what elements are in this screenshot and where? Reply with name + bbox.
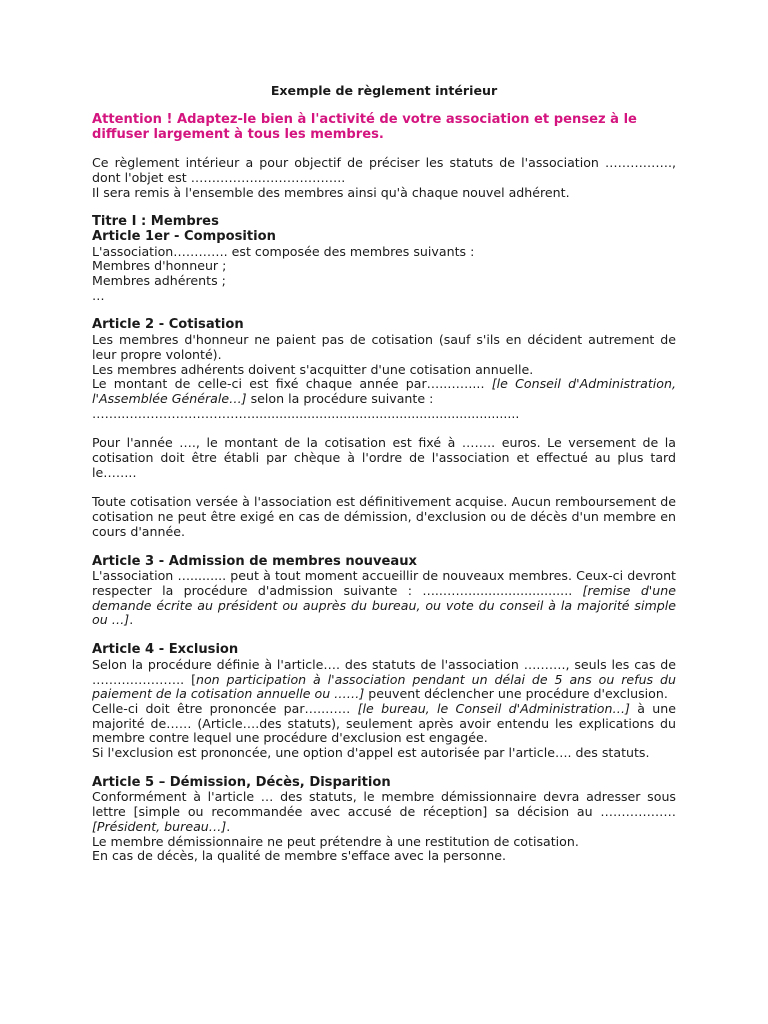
article-2-paragraph: Pour l'année …., le montant de la cotisation est fixé à …….. euros. Le versement de la cotisation doit être établi par chèque à l'ordre de l'association et effectué au plus tard le…….. [92,435,676,480]
article-2-dotted-line: ……..…………………………................................................................... [92,405,520,421]
article-4-heading: Article 4 - Exclusion [92,642,239,658]
page-title: Exemple de règlement intérieur [270,83,498,98]
text-run: à une majorité de…… (Article….des statuts), seulement après avoir entendu les explications du membre contre lequel une procédure d'exclusion est engagée. [92,700,677,746]
article-5-paragraph: En cas de décès, la qualité de membre s'efface avec la personne. [92,848,506,864]
italic-text-run: [le bureau, le Conseil d'Administration…] [357,700,630,716]
article-1-line: Membres d'honneur ; [92,258,227,274]
document-page [92,84,676,864]
article-3-paragraph [92,569,676,628]
text-run: Le montant de celle-ci est fixé chaque année par…..……... [92,376,492,392]
article-1-heading: Article 1er - Composition [92,228,276,244]
article-2-paragraph [92,377,676,406]
text-run: Selon la procédure définie à l'article…. des statuts de l'association ………., seuls les cas de …………………. [ [92,656,676,687]
article-2-heading: Article 2 - Cotisation [92,317,244,333]
article-1-line: Membres adhérents ; [92,273,226,289]
article-1-line: L'association…………. est composée des membres suivants : [92,243,475,259]
article-4-paragraph [92,702,676,746]
text-run: selon la procédure suivante : [246,390,434,406]
italic-text-run: [Président, bureau…] [92,818,227,834]
attention-notice: Attention ! Adaptez-le bien à l'activité de votre association et pensez à le diffuser largement à tous les membres. [92,111,637,142]
text-run: Celle-ci doit être prononcée par…..…… [92,700,358,716]
article-4-paragraph: Si l'exclusion est prononcée, une option d'appel est autorisée par l'article…. des statuts. [92,745,650,761]
text-run: L'association …......... peut à tout moment accueillir de nouveaux membres. Ceux-ci devront respecter la procédure d'admission suivante : …..…….......................... [92,568,676,598]
article-4-paragraph [92,658,676,702]
article-2-paragraph: Les membres adhérents doivent s'acquitter d'une cotisation annuelle. [92,361,534,377]
article-1-body [92,245,676,304]
italic-text-run: [remise d'une demande écrite au président ou auprès du bureau, ou vote du conseil à la majorité simple ou …] [92,582,676,628]
article-5-paragraph: Le membre démissionnaire ne peut prétendre à une restitution de cotisation. [92,833,579,849]
italic-text-run: [le Conseil d'Administration, l'Assemblée Générale…] [92,376,676,406]
article-2-paragraph: Les membres d'honneur ne paient pas de cotisation (sauf s'ils en décident autrement de leur propre volonté). [92,332,676,362]
text-run: Conformément à l'article … des statuts, le membre démissionnaire devra adresser sous lettre [simple ou recommandée avec accusé de réception] sa décision au ……………… [92,789,676,820]
titre-1-heading: Titre I : Membres [92,214,219,230]
article-3-heading: Article 3 - Admission de membres nouveaux [92,553,417,569]
text-run: . [129,612,134,628]
article-2-paragraph: Toute cotisation versée à l'association est définitivement acquise. Aucun remboursement de cotisation ne peut être exigé en cas de démission, d'exclusion ou de décès d'un membre en cours d'année. [92,494,676,539]
italic-text-run: non participation à l'association pendant un délai de 5 ans ou refus du paiement de la cotisation annuelle ou ……] [92,671,676,702]
intro-remittance: Il sera remis à l'ensemble des membres ainsi qu'à chaque nouvel adhérent. [92,184,570,200]
article-5-heading: Article 5 – Démission, Décès, Disparition [92,774,391,790]
text-run: . [226,818,231,834]
text-run: peuvent déclencher une procédure d'exclusion. [364,686,668,702]
intro-paragraph: Ce règlement intérieur a pour objectif de préciser les statuts de l'association ……………., dont l'objet est ……………..……………….. [92,155,676,185]
article-5-paragraph [92,790,676,834]
article-1-line: … [92,287,105,303]
